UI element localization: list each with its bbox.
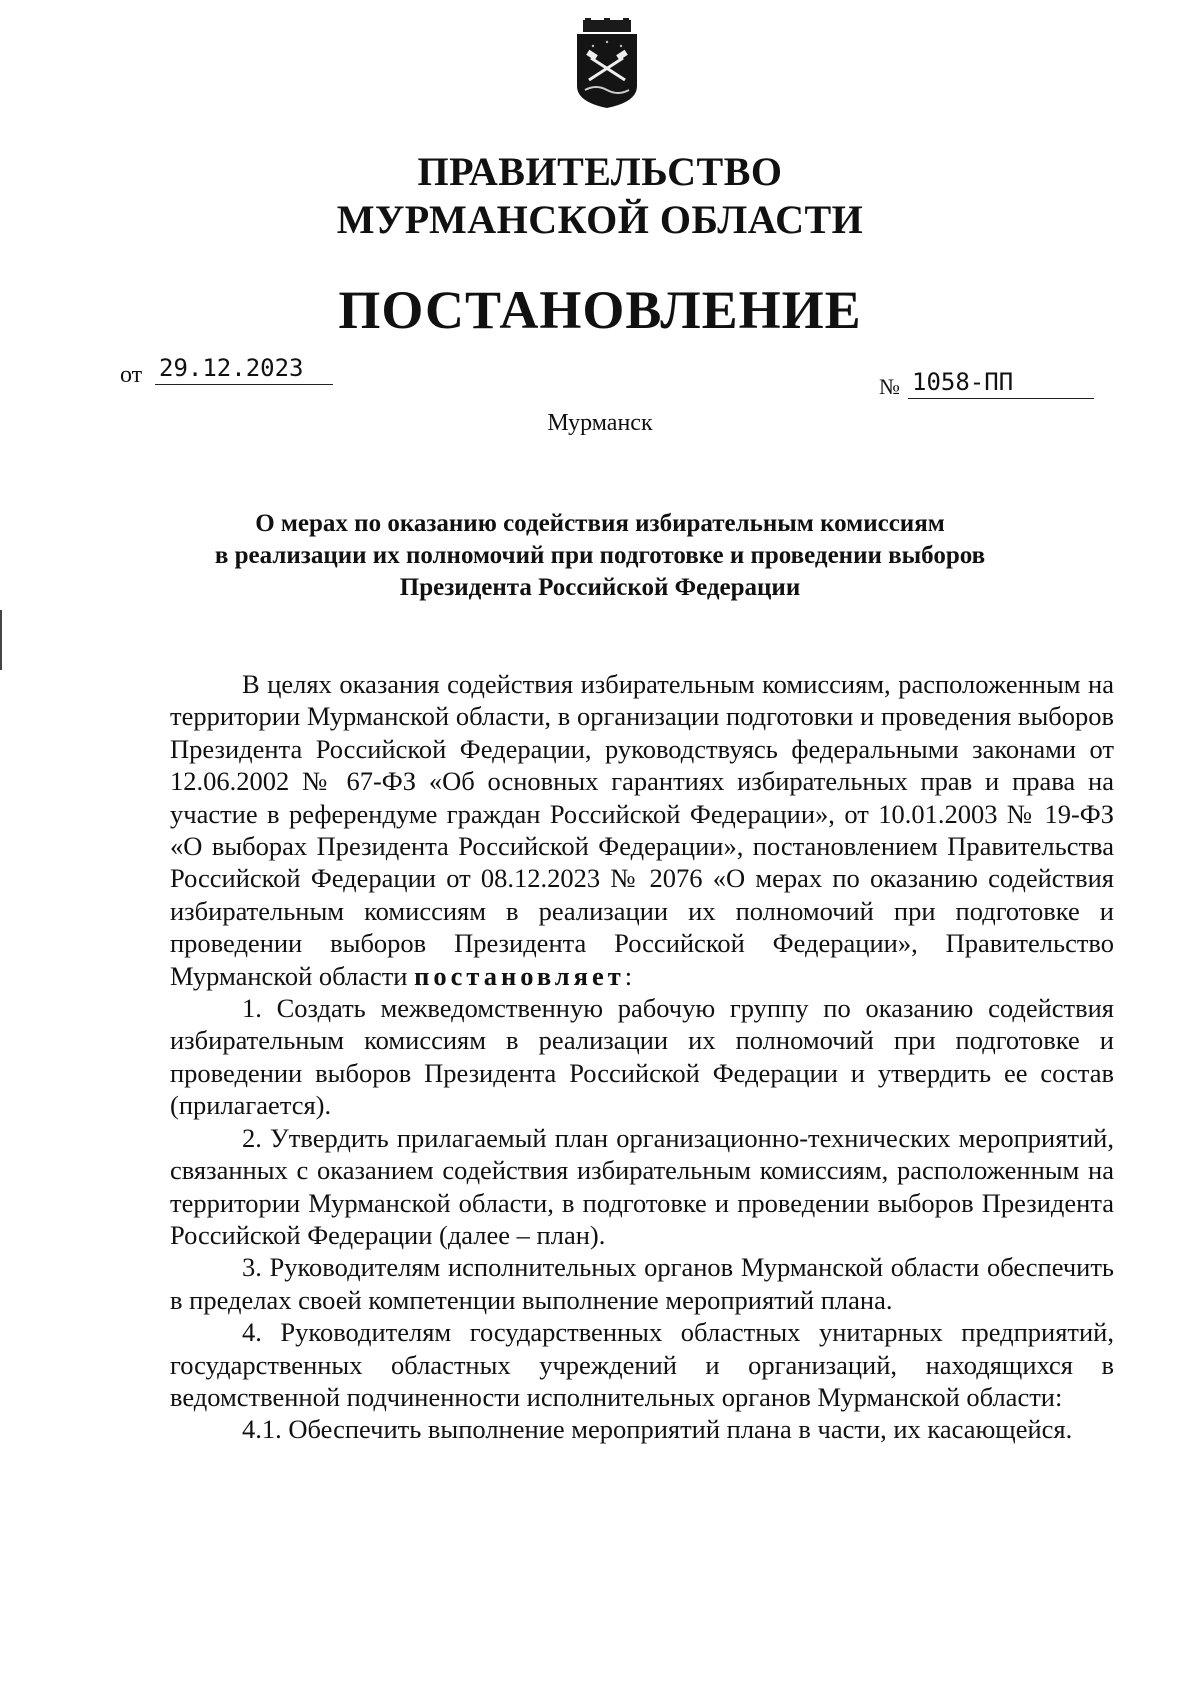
subject-line-3: Президента Российской Федерации	[399, 574, 801, 601]
document-type-title: ПОСТАНОВЛЕНИЕ	[338, 280, 862, 340]
number-prefix: №	[879, 374, 900, 399]
scan-edge-mark	[0, 610, 2, 670]
item-1: 1. Создать межведомственную рабочую группу по оказанию содействия избирательным комиссиям в реализации их полномочий при подготовке и проведении выборов Президента Российской Федерации и утвердить ее состав (прилагается).	[170, 993, 1114, 1121]
decides-colon: :	[624, 960, 633, 991]
date-prefix: от	[120, 362, 143, 388]
item-4: 4. Руководителям государственных областных унитарных предприятий, государственных областных учреждений и организаций, находящихся в ведомственной подчиненности исполнительных органов Мурманской области:	[170, 1317, 1114, 1412]
document-number: 1058-ПП	[908, 366, 1094, 399]
preamble-paragraph	[170, 668, 1114, 992]
document-body	[170, 668, 1114, 1446]
item-3: 3. Руководителям исполнительных органов Мурманской области обеспечить в пределах своей компетенции выполнение мероприятий плана.	[170, 1252, 1114, 1315]
org-name-line1: ПРАВИТЕЛЬСТВО	[417, 149, 783, 194]
org-name-line2: МУРМАНСКОЙ ОБЛАСТИ	[336, 197, 864, 242]
document-city: Мурманск	[547, 410, 653, 436]
document-subject	[140, 508, 1060, 604]
document-date: 29.12.2023	[155, 352, 333, 385]
decides-word: постановляет	[414, 960, 625, 991]
preamble-text: В целях оказания содействия избирательным комиссиям, расположенным на территории Мурманской области, в организации подготовки и проведения выборов Президента Российской Федерации, руководствуясь федеральными законами от 12.06.2002 № 67-ФЗ «Об основных гарантиях избирательных прав и права на участие в референдуме граждан Российской Федерации», от 10.01.2003 № 19-ФЗ «О выборах Президента Российской Федерации», постановлением Правительства Российской Федерации от 08.12.2023 № 2076 «О мерах по оказанию содействия избирательным комиссиям в реализации их полномочий при подготовке и проведении выборов Президента Российской Федерации», Правительство Мурманской области	[170, 669, 1114, 991]
coat-of-arms-icon	[571, 18, 643, 110]
item-2: 2. Утвердить прилагаемый план организационно-технических мероприятий, связанных с оказанием содействия избирательным комиссиям, расположенным на территории Мурманской области, в подготовке и проведении выборов Президента Российской Федерации (далее – план).	[170, 1122, 1114, 1250]
subject-line-2: в реализации их полномочий при подготовке и проведении выборов	[214, 542, 986, 569]
subject-line-1: О мерах по оказанию содействия избирательным комиссиям	[255, 510, 945, 537]
item-4-1: 4.1. Обеспечить выполнение мероприятий плана в части, их касающейся.	[242, 1414, 1073, 1445]
